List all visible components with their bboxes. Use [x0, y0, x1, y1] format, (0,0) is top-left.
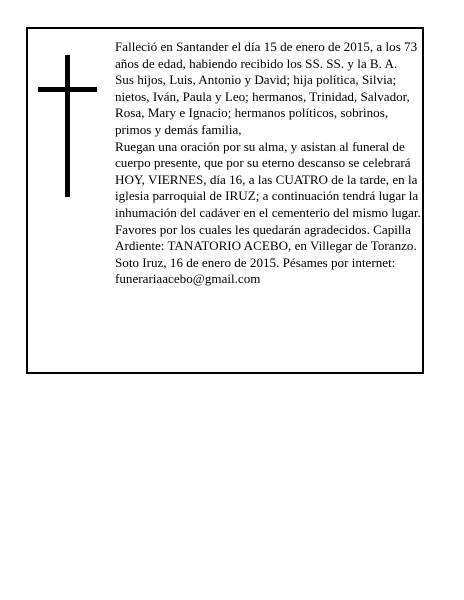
cross-icon — [38, 55, 98, 197]
family-list: Sus hijos, Luis, Antonio y David; hija política, Silvia; nietos, Iván, Paula y Leo; hermanos, Trinidad, Salvador, Rosa, Mary e Ignacio; hermanos políticos, sobrinos, primos y demás familia, — [115, 72, 410, 137]
cross-vertical-bar — [65, 55, 70, 197]
place-date-contact: Soto Iruz, 16 de enero de 2015. Pésames por internet: funerariaacebo@gmail.com — [115, 254, 396, 287]
obituary-notice — [26, 27, 424, 374]
cross-horizontal-bar — [38, 87, 97, 92]
funeral-details: Ruegan una oración por su alma, y asistan al funeral de cuerpo presente, que por su eterno descanso se celebrará HOY, VIERNES, día 16, a las CUATRO de la tarde, en la iglesia parroquial de IRUZ; a continuación tendrá lugar la inhumación del cadáver en el cementerio del mismo lugar. Favores por los cuales les quedarán agradecidos. Capilla Ardiente: TANATORIO ACEBO, en Villegar de Toranzo. — [115, 138, 421, 254]
notice-body — [115, 39, 421, 288]
death-announcement: Falleció en Santander el día 15 de enero de 2015, a los 73 años de edad, habiendo recibido los SS. SS. y la B. A. — [115, 39, 418, 71]
